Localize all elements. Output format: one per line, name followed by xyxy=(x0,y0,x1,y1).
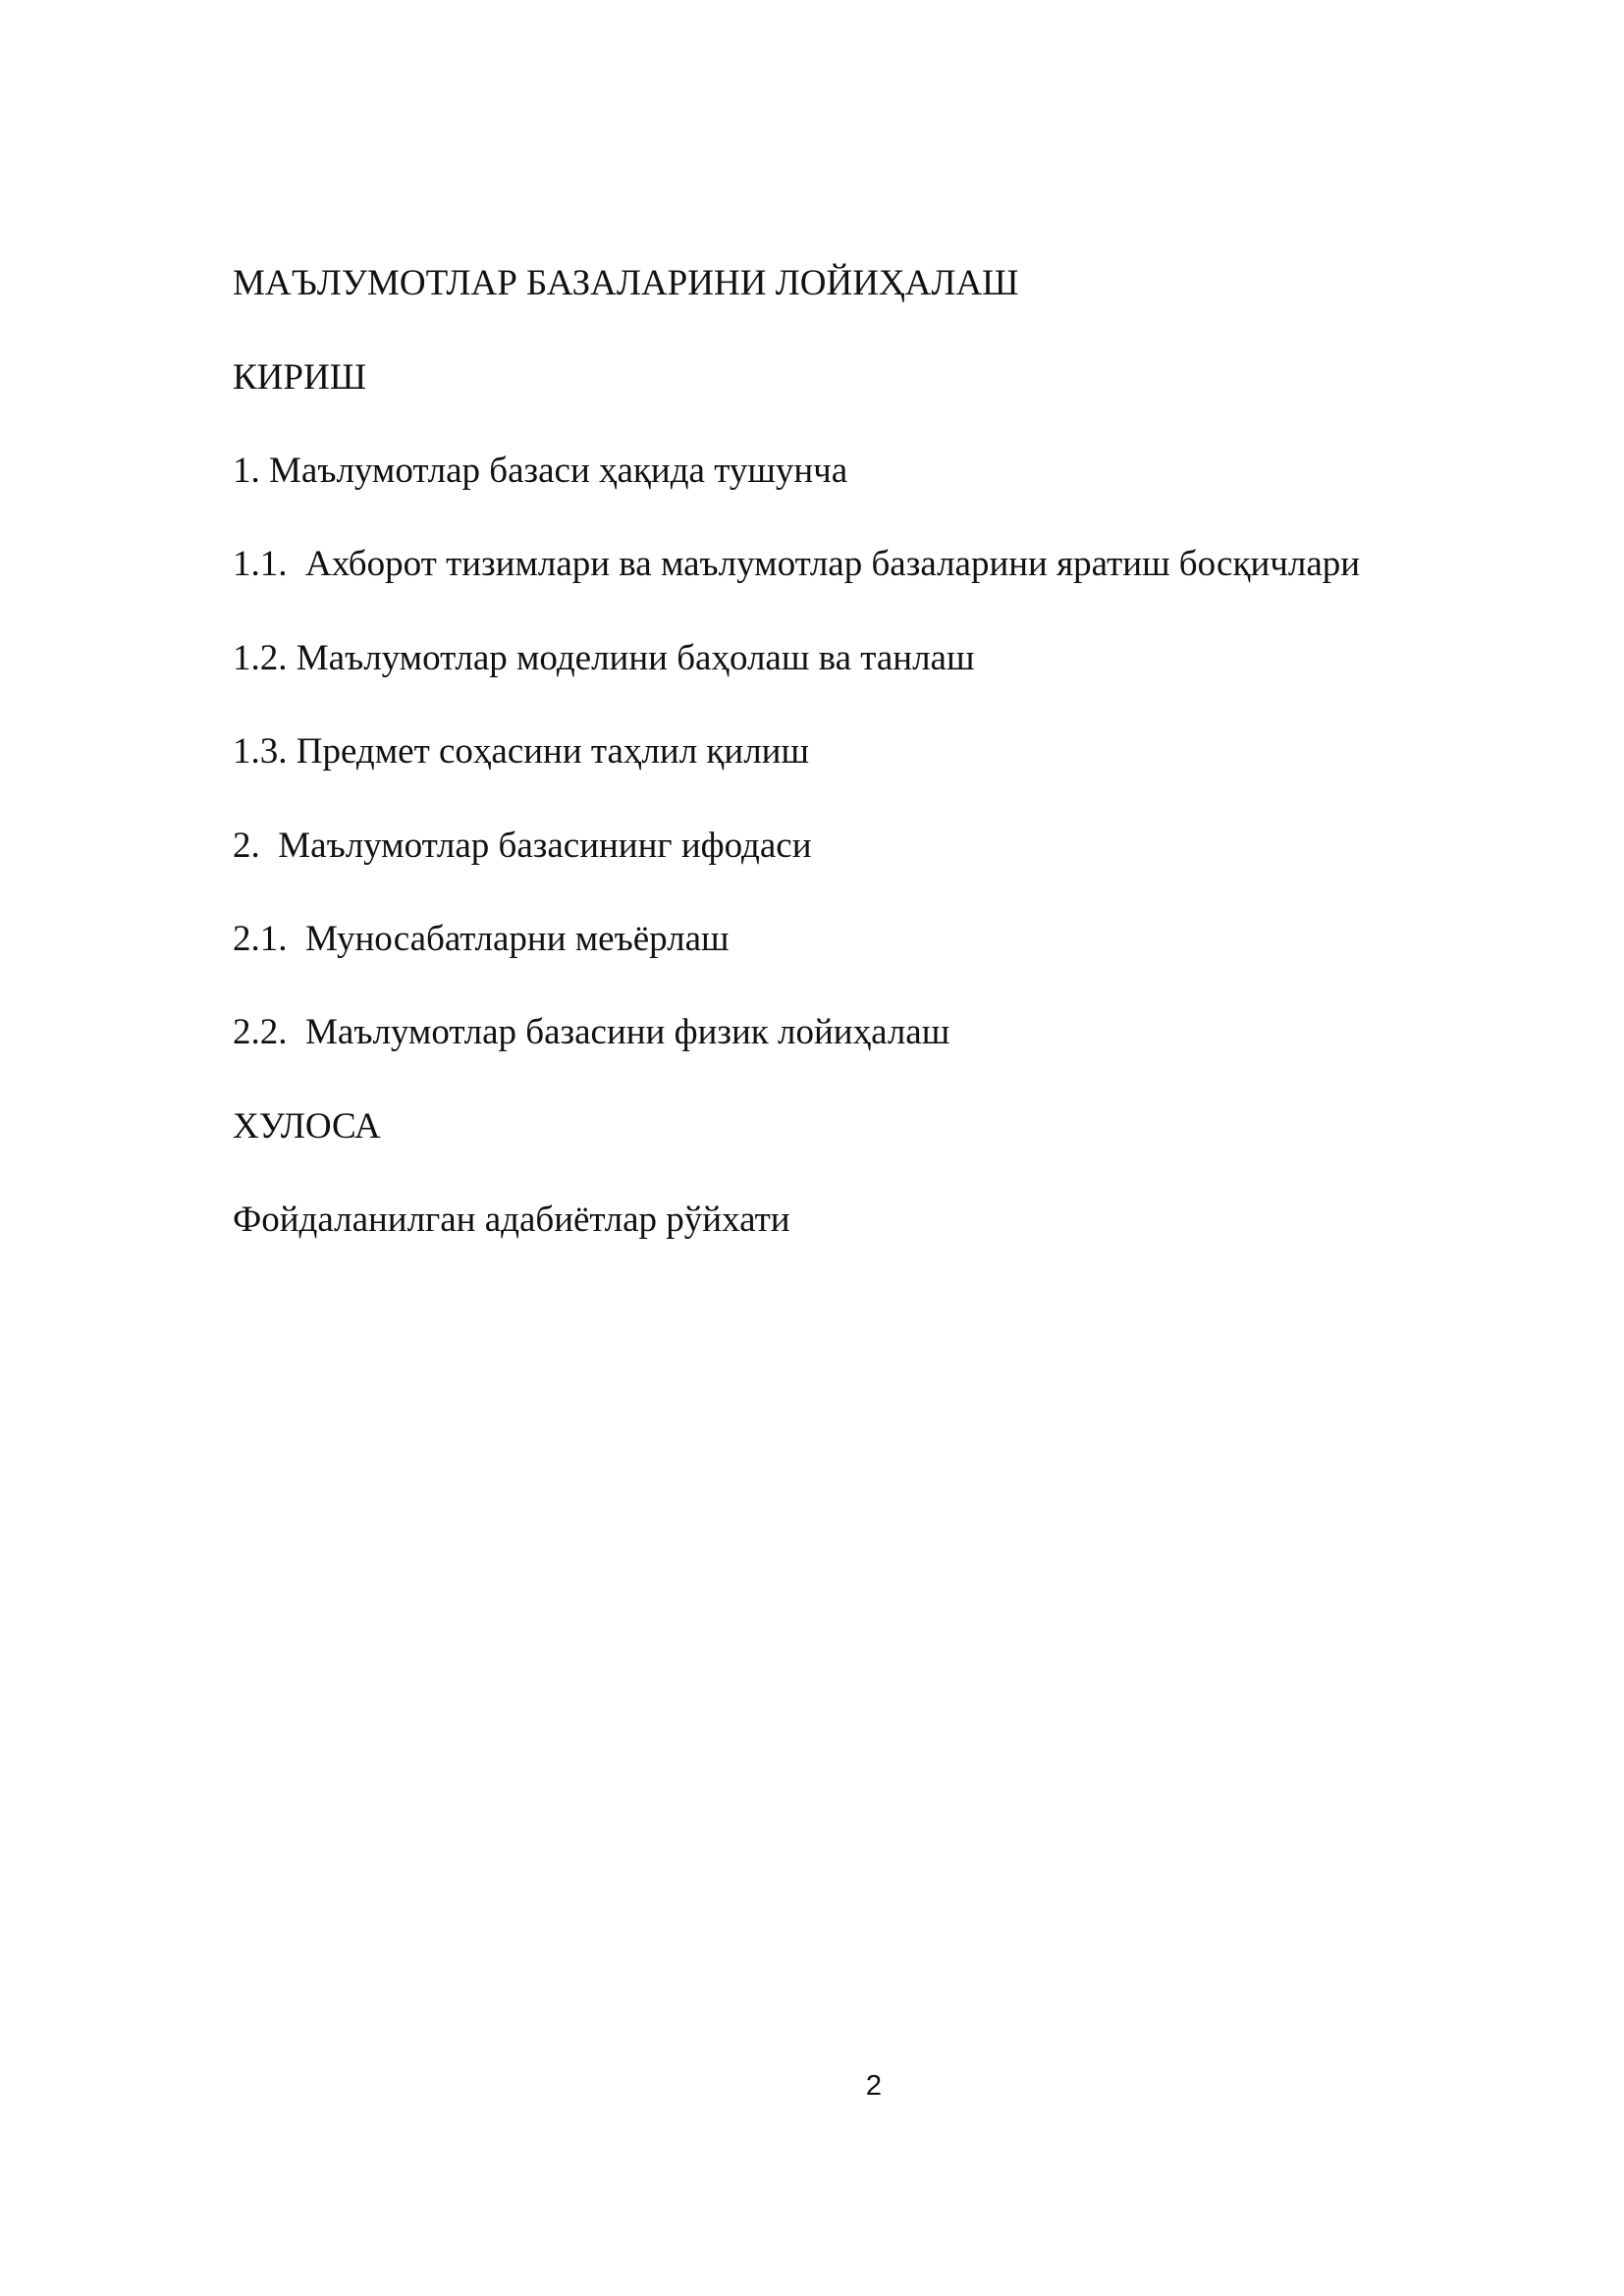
toc-item-references: Фойдаланилган адабиётлар рўйхати xyxy=(233,1200,790,1240)
toc-item-section-2-1: 2.1. Муносабатларни меъёрлаш xyxy=(233,919,730,959)
toc-item-introduction: КИРИШ xyxy=(233,357,367,398)
toc-item-chapter-1: 1. Маълумотлар базаси ҳақида тушунча xyxy=(233,451,848,491)
page-number: 2 xyxy=(865,2070,883,2102)
toc-item-section-1-2: 1.2. Маълумотлар моделини баҳолаш ва танлаш xyxy=(233,638,975,678)
toc-item-section-2-2: 2.2. Маълумотлар базасини физик лойиҳалаш xyxy=(233,1012,950,1052)
toc-item-section-1-1: 1.1. Ахборот тизимлари ва маълумотлар базаларини яратиш босқичлари xyxy=(233,544,1361,584)
toc-item-conclusion: ХУЛОСА xyxy=(233,1106,381,1147)
toc-item-section-1-3: 1.3. Предмет соҳасини таҳлил қилиш xyxy=(233,731,809,772)
toc-item-chapter-2: 2. Маълумотлар базасининг ифодаси xyxy=(233,826,812,866)
document-title: МАЪЛУМОТЛАР БАЗАЛАРИНИ ЛОЙИҲАЛАШ xyxy=(233,263,1019,303)
